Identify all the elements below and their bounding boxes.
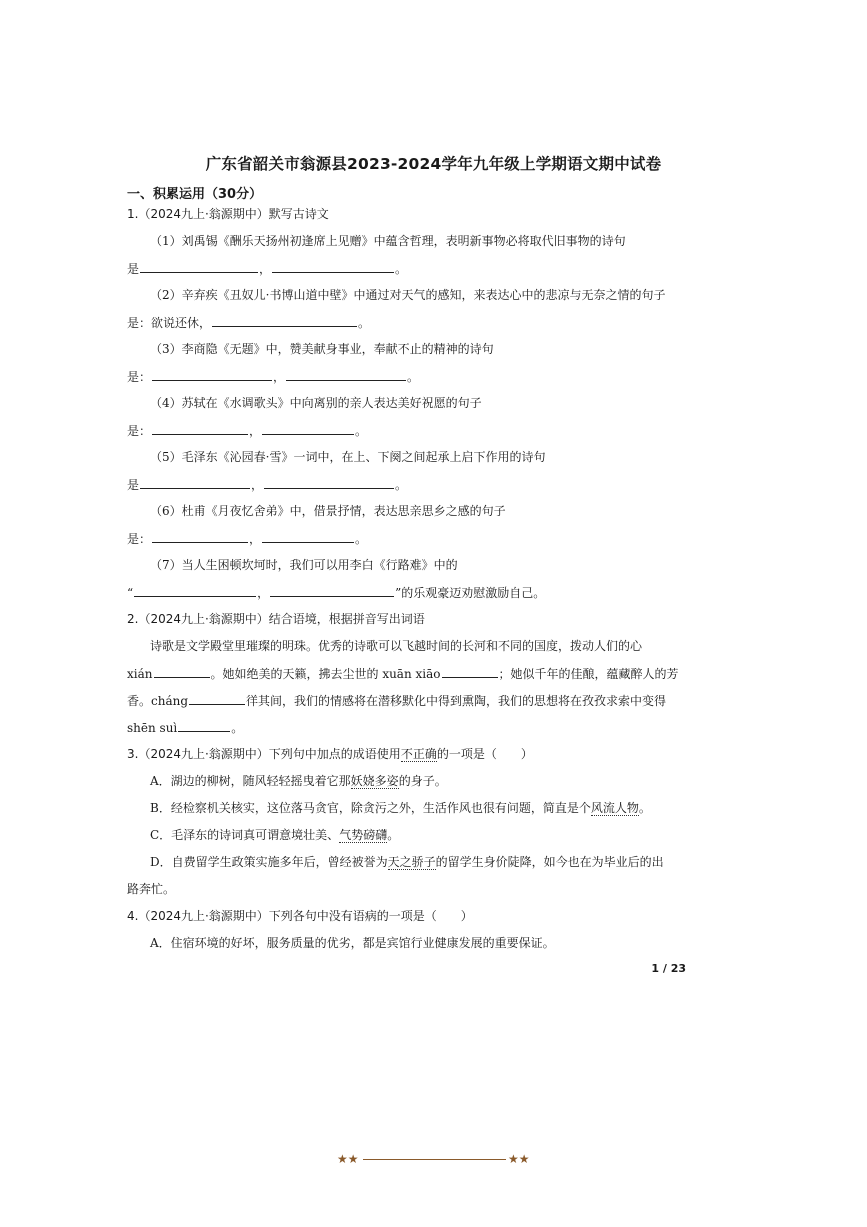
q4-option-a[interactable]: A．住宿环境的好坏，服务质量的优劣，都是宾馆行业健康发展的重要保证。 — [150, 936, 555, 950]
footer-rule — [363, 1159, 506, 1160]
period: 。 — [355, 532, 368, 546]
q1-item7-answer-line — [127, 584, 545, 601]
item7-ending: ”的乐观豪迈劝慰激励自己。 — [395, 586, 546, 600]
idiom-dotted: 风流人物 — [590, 801, 639, 815]
q2-passage-line2 — [127, 665, 679, 682]
q1-item4-answer-line — [127, 422, 367, 439]
stem-text: 的一项是（ ） — [436, 747, 533, 761]
q3-option-d-continued: 路奔忙。 — [127, 882, 176, 896]
label: 是 — [127, 262, 140, 276]
footer-ornament — [337, 1151, 532, 1169]
q1-item1-answer-line — [127, 260, 407, 277]
answer-blank[interactable] — [178, 719, 230, 732]
label: 是： — [127, 532, 152, 546]
period: 。 — [358, 316, 371, 330]
q1-item3-prompt: （3）李商隐《无题》中，赞美献身事业，奉献不止的精神的诗句 — [150, 342, 494, 356]
answer-blank[interactable] — [286, 368, 406, 381]
q2-passage-line1: 诗歌是文学殿堂里璀璨的明珠。优秀的诗歌可以飞越时间的长河和不同的国度，拨动人们的心 — [150, 639, 643, 653]
period: 。 — [395, 262, 408, 276]
idiom-dotted: 气势磅礴 — [339, 828, 388, 842]
pinyin: xián — [127, 667, 153, 681]
open-quote: “ — [127, 586, 134, 600]
q1-item7-prompt: （7）当人生困顿坎坷时，我们可以用李白《行路难》中的 — [150, 558, 458, 572]
answer-blank[interactable] — [272, 260, 394, 273]
option-text: 。 — [387, 828, 400, 842]
star-icon: ★★ — [337, 1152, 359, 1166]
comma: ， — [249, 532, 262, 546]
answer-blank[interactable] — [154, 665, 210, 678]
q3-option-b[interactable] — [150, 800, 651, 816]
answer-blank[interactable] — [442, 665, 498, 678]
answer-blank[interactable] — [152, 368, 272, 381]
q2-stem: 2.（2024九上·翁源期中）结合语境，根据拼音写出词语 — [127, 612, 425, 626]
period: 。 — [355, 424, 368, 438]
label: 是：欲说还休， — [127, 316, 212, 330]
period: 。 — [231, 721, 244, 735]
q2-passage-line4 — [127, 719, 243, 736]
q4-stem: 4.（2024九上·翁源期中）下列各句中没有语病的一项是（ ） — [127, 909, 473, 923]
answer-blank[interactable] — [140, 476, 250, 489]
q1-item4-prompt: （4）苏轼在《水调歌头》中向离别的亲人表达美好祝愿的句子 — [150, 396, 482, 410]
q1-item5-prompt: （5）毛泽东《沁园春·雪》一词中，在上、下阕之间起承上启下作用的诗句 — [150, 450, 546, 464]
passage-text: 。她如绝美的天籁，拂去尘世的 xuān xiāo — [210, 667, 441, 681]
option-text: 的身子。 — [398, 774, 447, 788]
comma: ， — [273, 370, 286, 384]
passage-text: 徉其间，我们的情感将在潜移默化中得到熏陶，我们的思想将在孜孜求索中变得 — [246, 694, 667, 708]
exam-title: 广东省韶关市翁源县2023-2024学年九年级上学期语文期中试卷 — [205, 155, 662, 173]
comma: ， — [249, 424, 262, 438]
label: 是： — [127, 424, 152, 438]
q1-item3-answer-line — [127, 368, 419, 385]
label: 是 — [127, 478, 140, 492]
q3-option-c[interactable] — [150, 827, 399, 843]
answer-blank[interactable] — [152, 422, 248, 435]
answer-blank[interactable] — [140, 260, 258, 273]
q3-option-a[interactable] — [150, 773, 447, 789]
q1-item1-prompt: （1）刘禹锡《酬乐天扬州初逢席上见赠》中蕴含哲理，表明新事物必将取代旧事物的诗句 — [150, 234, 626, 248]
answer-blank[interactable] — [134, 584, 256, 597]
pinyin: 香。cháng — [127, 694, 189, 708]
q1-item2-answer-line — [127, 314, 370, 331]
emphasized-text: 不正确 — [400, 747, 437, 761]
q3-option-d[interactable] — [150, 854, 664, 870]
option-text: D．自费留学生政策实施多年后，曾经被誉为 — [150, 855, 388, 869]
stem-text: 3.（2024九上·翁源期中）下列句中加点的成语使用 — [127, 747, 401, 761]
option-text: B．经检察机关核实，这位落马贪官，除贪污之外，生活作风也很有问题，简直是个 — [150, 801, 591, 815]
q2-passage-line3 — [127, 692, 666, 709]
answer-blank[interactable] — [189, 692, 245, 705]
answer-blank[interactable] — [262, 530, 354, 543]
star-icon: ★★ — [508, 1152, 530, 1166]
answer-blank[interactable] — [152, 530, 248, 543]
option-text: 。 — [638, 801, 651, 815]
answer-blank[interactable] — [264, 476, 394, 489]
comma: ， — [257, 586, 270, 600]
q3-stem — [127, 746, 533, 762]
q1-item2-prompt: （2）辛弃疾《丑奴儿·书博山道中壁》中通过对天气的感知，来表达心中的悲凉与无奈之情的句子 — [150, 288, 666, 302]
page-number: 1 / 23 — [651, 962, 686, 975]
q1-item6-prompt: （6）杜甫《月夜忆舍弟》中，借景抒情，表达思亲思乡之感的句子 — [150, 504, 506, 518]
comma: ， — [251, 478, 264, 492]
pinyin: shēn suì — [127, 721, 178, 735]
answer-blank[interactable] — [262, 422, 354, 435]
option-text: C．毛泽东的诗词真可谓意境壮美、 — [150, 828, 340, 842]
answer-blank[interactable] — [270, 584, 394, 597]
idiom-dotted: 天之骄子 — [387, 855, 436, 869]
answer-blank[interactable] — [212, 314, 357, 327]
q1-item5-answer-line — [127, 476, 407, 493]
period: 。 — [395, 478, 408, 492]
comma: ， — [259, 262, 272, 276]
q1-item6-answer-line — [127, 530, 367, 547]
passage-text: ；她似千年的佳酿，蕴藏醉人的芳 — [498, 667, 679, 681]
q1-stem: 1.（2024九上·翁源期中）默写古诗文 — [127, 207, 329, 221]
period: 。 — [407, 370, 420, 384]
label: 是： — [127, 370, 152, 384]
option-text: A．湖边的柳树，随风轻轻摇曳着它那 — [150, 774, 351, 788]
section-heading: 一、积累运用（30分） — [127, 187, 263, 202]
option-text: 的留学生身价陡降，如今也在为毕业后的出 — [435, 855, 664, 869]
idiom-dotted: 妖娆多姿 — [350, 774, 399, 788]
